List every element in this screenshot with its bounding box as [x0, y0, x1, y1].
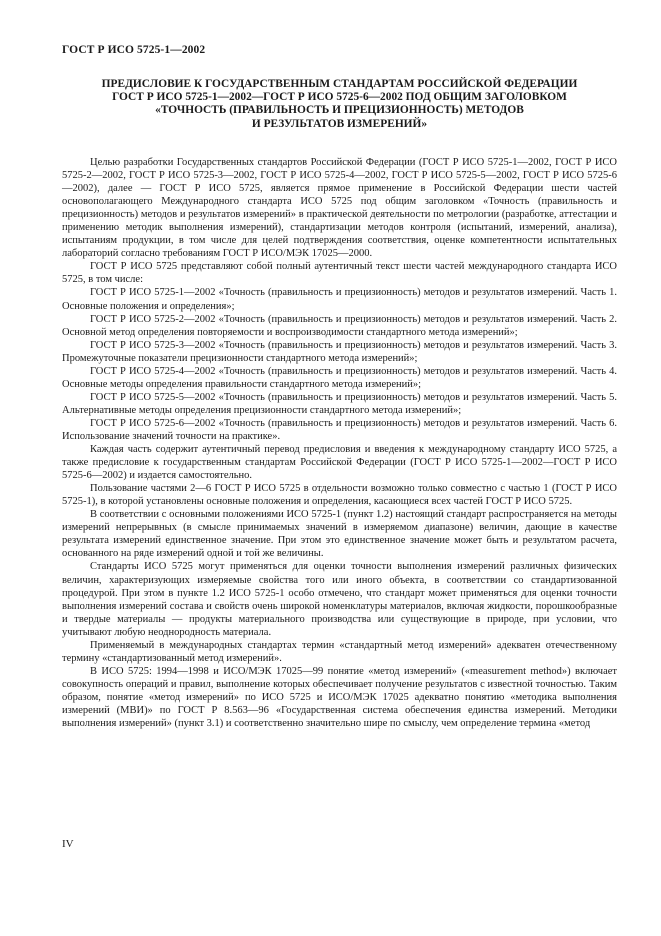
title-line: И РЕЗУЛЬТАТОВ ИЗМЕРЕНИЙ» [251, 117, 428, 130]
paragraph: ГОСТ Р ИСО 5725-1—2002 «Точность (правильность и прецизионность) методов и результатов измерений. Часть 1. Основные положения и определения»; [62, 287, 617, 312]
paragraph: В соответствии с основными положениями ИСО 5725-1 (пункт 1.2) настоящий стандарт распространяется на методы измерений непрерывных (в смысле принимаемых значений в измеряемом диапазоне) величин, дающие в качестве результата измерений единственное значение. При этом это единственное значение может быть и результатом расчета, основанного на ряде измерений одной и той же величины. [62, 509, 617, 560]
page-number: IV [62, 838, 74, 850]
paragraph: Пользование частями 2—6 ГОСТ Р ИСО 5725 в отдельности возможно только совместно с частью 1 (ГОСТ Р ИСО 5725-1), в которой установлены основные положения и определения, касающиеся всех частей ГОСТ Р ИСО 5725. [62, 483, 617, 508]
title-line: «ТОЧНОСТЬ (ПРАВИЛЬНОСТЬ И ПРЕЦИЗИОННОСТЬ) МЕТОДОВ [155, 104, 524, 117]
paragraph: ГОСТ Р ИСО 5725-5—2002 «Точность (правильность и прецизионность) методов и результатов измерений. Часть 5. Альтернативные методы определения прецизионности стандартного метода измерений»; [62, 391, 617, 416]
document-header: ГОСТ Р ИСО 5725-1—2002 [62, 44, 206, 56]
paragraph: ГОСТ Р ИСО 5725 представляют собой полный аутентичный текст шести частей международного стандарта ИСО 5725, в том числе: [62, 261, 617, 286]
paragraph: ГОСТ Р ИСО 5725-4—2002 «Точность (правильность и прецизионность) методов и результатов измерений. Часть 4. Основные методы определения правильности стандартного метода измерений»; [62, 365, 617, 390]
paragraph: ГОСТ Р ИСО 5725-3—2002 «Точность (правильность и прецизионность) методов и результатов измерений. Часть 3. Промежуточные показатели прецизионности стандартного метода измерений»; [62, 339, 617, 364]
preface-body [62, 156, 617, 730]
paragraph: В ИСО 5725: 1994—1998 и ИСО/МЭК 17025—99 понятие «метод измерений» («measurement method») включает совокупность операций и правил, выполнение которых обеспечивает получение результатов с известной точностью. Таким образом, понятие «метод измерений» по ИСО 5725 и ИСО/МЭК 17025 адекватно понятию «методика выполнения измерений (МВИ)» по ГОСТ Р 8.563—96 «Государственная система обеспечения единства измерений. Методики выполнения измерений» (пункт 3.1) и соответственно значительно шире по смыслу, чем определение термина «метод [62, 665, 617, 730]
preface-title [62, 78, 617, 131]
paragraph: Каждая часть содержит аутентичный перевод предисловия и введения к международному стандарту ИСО 5725, а также предисловие к государственным стандартам Российской Федерации (ГОСТ Р ИСО 5725-1—2002—ГОСТ Р ИСО 5725-6—2002) и издается самостоятельно. [62, 444, 617, 482]
paragraph: Стандарты ИСО 5725 могут применяться для оценки точности выполнения измерений различных физических величин, характеризующих измеряемые свойства того или иного объекта, в соответствии со стандартизованной процедурой. При этом в пункте 1.2 ИСО 5725-1 особо отмечено, что стандарт может применяться для оценки точности выполнения измерений состава и свойств очень широкой номенклатуры материалов, включая жидкости, порошкообразные и твердые материалы — продукты материального производства или существующие в природе, при условии, что учитывают любую неоднородность материала. [62, 561, 617, 638]
title-line: ГОСТ Р ИСО 5725-1—2002—ГОСТ Р ИСО 5725-6—2002 ПОД ОБЩИМ ЗАГОЛОВКОМ [112, 91, 567, 104]
paragraph: Применяемый в международных стандартах термин «стандартный метод измерений» адекватен отечественному термину «стандартизованный метод измерений». [62, 639, 617, 664]
title-line: ПРЕДИСЛОВИЕ К ГОСУДАРСТВЕННЫМ СТАНДАРТАМ РОССИЙСКОЙ ФЕДЕРАЦИИ [101, 78, 578, 90]
paragraph: ГОСТ Р ИСО 5725-2—2002 «Точность (правильность и прецизионность) методов и результатов измерений. Часть 2. Основной метод определения повторяемости и воспроизводимости стандартного метода измерений»; [62, 313, 617, 338]
paragraph: Целью разработки Государственных стандартов Российской Федерации (ГОСТ Р ИСО 5725-1—2002, ГОСТ Р ИСО 5725-2—2002, ГОСТ Р ИСО 5725-3—2002, ГОСТ Р ИСО 5725-4—2002, ГОСТ Р ИСО 5725-5—2002, ГОСТ Р ИСО 5725-6—2002), далее — ГОСТ Р ИСО 5725, является прямое применение в Российской Федерации шести частей основополагающего Международного стандарта ИСО 5725 под общим заголовком «Точность (правильность и прецизионность) методов и результатов измерений» в практической деятельности по метрологии (разработке, аттестации и применению методик выполнения измерений), стандартизации методов контроля (испытаний, измерений, анализа), испытаниям продукции, в том числе для целей подтверждения соответствия, оценке компетентности испытательных лабораторий согласно требованиям ГОСТ Р ИСО/МЭК 17025—2000. [62, 157, 617, 260]
paragraph: ГОСТ Р ИСО 5725-6—2002 «Точность (правильность и прецизионность) методов и результатов измерений. Часть 6. Использование значений точности на практике». [62, 417, 617, 442]
